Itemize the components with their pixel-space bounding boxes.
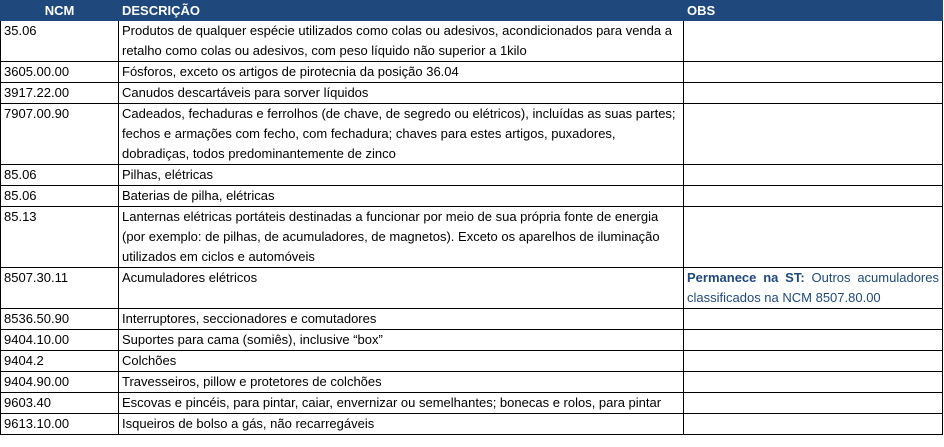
table-row <box>1 83 943 104</box>
table-row <box>1 372 943 393</box>
cell-obs <box>684 330 943 351</box>
cell-ncm: 8507.30.11 <box>1 268 119 309</box>
cell-obs <box>684 186 943 207</box>
cell-ncm: 9404.10.00 <box>1 330 119 351</box>
table-row <box>1 330 943 351</box>
cell-obs <box>684 309 943 330</box>
cell-ncm: 9404.90.00 <box>1 372 119 393</box>
cell-descricao: Lanternas elétricas portáteis destinadas a funcionar por meio de sua própria fonte de energia (por exemplo: de pilhas, de acumuladores, de magnetos). Exceto os aparelhos de iluminação utilizados em ciclos e automóveis <box>119 207 684 268</box>
header-obs: OBS <box>684 1 943 21</box>
cell-descricao: Colchões <box>119 351 684 372</box>
cell-obs <box>684 268 943 309</box>
cell-ncm: 3605.00.00 <box>1 62 119 83</box>
cell-descricao: Escovas e pincéis, para pintar, caiar, envernizar ou semelhantes; bonecas e rolos, para pintar <box>119 393 684 414</box>
cell-descricao: Baterias de pilha, elétricas <box>119 186 684 207</box>
cell-ncm: 8536.50.90 <box>1 309 119 330</box>
cell-obs <box>684 393 943 414</box>
cell-obs <box>684 372 943 393</box>
table-row <box>1 309 943 330</box>
cell-descricao: Produtos de qualquer espécie utilizados como colas ou adesivos, acondicionados para venda a retalho como colas ou adesivos, com peso líquido não superior a 1kilo <box>119 21 684 62</box>
cell-descricao: Suportes para cama (somiês), inclusive “box” <box>119 330 684 351</box>
table-header <box>1 1 943 21</box>
cell-obs <box>684 21 943 62</box>
table-row <box>1 414 943 435</box>
cell-obs <box>684 62 943 83</box>
obs-label: Permanece na ST: <box>687 270 805 285</box>
cell-ncm: 7907.00.90 <box>1 104 119 165</box>
cell-ncm: 35.06 <box>1 21 119 62</box>
table-row <box>1 104 943 165</box>
cell-obs <box>684 104 943 165</box>
cell-ncm: 9603.40 <box>1 393 119 414</box>
table-row <box>1 186 943 207</box>
cell-obs <box>684 207 943 268</box>
header-descricao: DESCRIÇÃO <box>119 1 684 21</box>
header-ncm: NCM <box>1 1 119 21</box>
cell-descricao: Cadeados, fechaduras e ferrolhos (de chave, de segredo ou elétricos), incluídas as suas partes; fechos e armações com fecho, com fechadura; chaves para estes artigos, puxadores, dobradiças, todos predominantemente de zinco <box>119 104 684 165</box>
table-row <box>1 62 943 83</box>
cell-obs <box>684 351 943 372</box>
table-row <box>1 268 943 309</box>
cell-descricao: Travesseiros, pillow e protetores de colchões <box>119 372 684 393</box>
table-row <box>1 165 943 186</box>
cell-ncm: 3917.22.00 <box>1 83 119 104</box>
cell-descricao: Acumuladores elétricos <box>119 268 684 309</box>
cell-ncm: 9613.10.00 <box>1 414 119 435</box>
cell-ncm: 85.06 <box>1 165 119 186</box>
cell-descricao: Pilhas, elétricas <box>119 165 684 186</box>
header-row <box>1 1 943 21</box>
cell-obs <box>684 414 943 435</box>
cell-obs <box>684 83 943 104</box>
cell-descricao: Isqueiros de bolso a gás, não recarregáveis <box>119 414 684 435</box>
table-row <box>1 351 943 372</box>
cell-ncm: 85.13 <box>1 207 119 268</box>
cell-descricao: Canudos descartáveis para sorver líquidos <box>119 83 684 104</box>
table-body <box>1 21 943 435</box>
cell-descricao: Fósforos, exceto os artigos de pirotecnia da posição 36.04 <box>119 62 684 83</box>
table-row <box>1 207 943 268</box>
obs-text: Outros acumuladores classificados na NCM 8507.80.00 <box>687 270 939 305</box>
cell-obs <box>684 165 943 186</box>
cell-ncm: 85.06 <box>1 186 119 207</box>
table-row <box>1 21 943 62</box>
cell-ncm: 9404.2 <box>1 351 119 372</box>
table-row <box>1 393 943 414</box>
cell-descricao: Interruptores, seccionadores e comutadores <box>119 309 684 330</box>
